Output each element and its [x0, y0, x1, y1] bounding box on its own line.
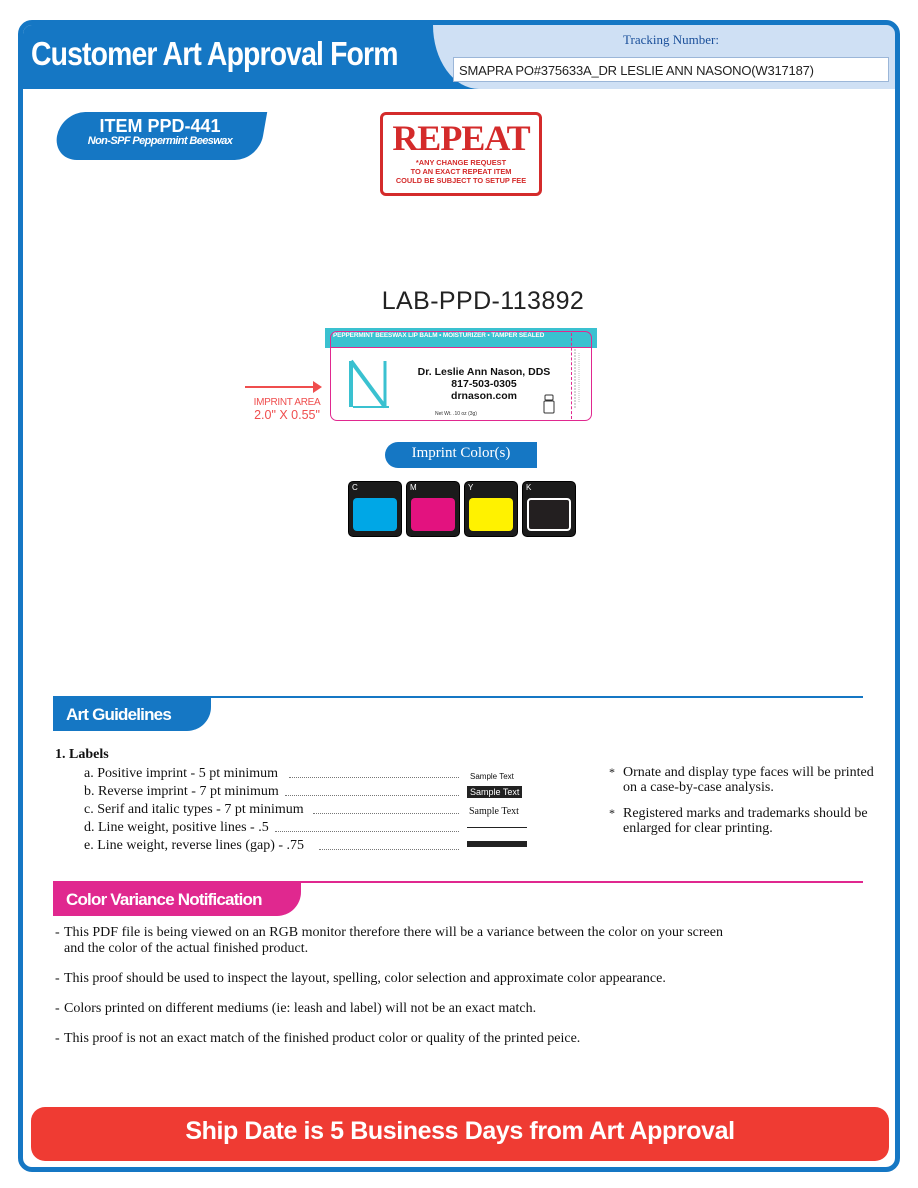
sample-serif: Sample Text: [469, 806, 519, 817]
imprint-area-label: [237, 397, 337, 421]
swatch-letter: Y: [468, 483, 474, 492]
swatch-fill: [411, 498, 455, 531]
swatch-letter: M: [410, 483, 417, 492]
repeat-note-line: COULD BE SUBJECT TO SETUP FEE: [395, 175, 527, 185]
imprint-website: drnason.com: [451, 390, 517, 402]
color-swatch-yellow: [464, 481, 518, 537]
swatch-fill: [527, 498, 571, 531]
art-guidelines-title: Art Guidelines: [53, 697, 211, 731]
imprint-phone: 817-503-0305: [451, 378, 517, 390]
swatch-letter: K: [526, 483, 532, 492]
label-side-text-icon: [571, 343, 585, 419]
color-variance-list: [55, 925, 875, 1061]
guideline-notes: [609, 765, 879, 847]
asterisk-icon: *: [609, 765, 615, 779]
imprint-arrow-icon: [243, 378, 323, 396]
form-title: Customer Art Approval Form: [31, 35, 398, 72]
variance-item: - This PDF file is being viewed on an RGB monitor therefore there will be a variance between the color on your screen and the color of the actual finished product.: [55, 925, 723, 956]
guideline-note: * Registered marks and trademarks should be enlarged for clear printing.: [609, 806, 868, 836]
guideline-rule: e. Line weight, reverse lines (gap) - .75: [84, 838, 305, 853]
asterisk-icon: *: [609, 806, 615, 820]
approval-form-frame: [18, 20, 900, 1172]
repeat-note-line: *ANY CHANGE REQUEST: [415, 158, 507, 167]
guideline-rule: b. Reverse imprint - 7 pt minimum: [84, 784, 279, 799]
repeat-note: [383, 159, 539, 185]
ship-date-text: Ship Date is 5 Business Days from Art Approval: [185, 1117, 735, 1145]
variance-item: - Colors printed on different mediums (ie: leash and label) will not be an exact match.: [55, 1001, 537, 1016]
guideline-rule: c. Serif and italic types - 7 pt minimum: [84, 802, 304, 817]
item-description: Non-SPF Peppermint Beeswax: [87, 135, 233, 147]
repeat-stamp: [380, 112, 542, 196]
imprint-colors-title: Imprint Color(s): [411, 445, 511, 461]
swatch-letter: C: [352, 483, 358, 492]
sample-positive: Sample Text: [470, 772, 514, 781]
color-variance-title: Color Variance Notification: [53, 882, 301, 916]
item-badge: [57, 116, 263, 147]
color-swatch-magenta: [406, 481, 460, 537]
lip-balm-tube-icon: [543, 394, 555, 414]
imprint-name: Dr. Leslie Ann Nason, DDS: [417, 366, 551, 378]
net-weight: Net Wt. .10 oz (3g): [435, 411, 477, 417]
item-code: ITEM PPD-441: [99, 116, 221, 136]
imprint-area-size: 2.0" X 0.55": [254, 408, 320, 422]
leader-dots: [313, 813, 459, 814]
leader-dots: [275, 831, 459, 832]
guideline-rule: d. Line weight, positive lines - .5: [84, 820, 269, 835]
imprint-text-block: [409, 366, 559, 402]
leader-dots: [285, 795, 459, 796]
color-swatch-black: [522, 481, 576, 537]
leader-dots: [289, 777, 459, 778]
labels-heading: 1. Labels: [55, 747, 109, 762]
variance-item: - This proof is not an exact match of the finished product color or quality of the printed peice.: [55, 1031, 581, 1046]
variance-item: - This proof should be used to inspect the layout, spelling, color selection and approximate color appearance.: [55, 971, 666, 986]
tracking-label: Tracking Number:: [623, 32, 719, 47]
dentist-logo-icon: [345, 357, 393, 411]
repeat-title: REPEAT: [392, 118, 530, 158]
sample-reverse: Sample Text: [467, 786, 522, 798]
swatch-fill: [469, 498, 513, 531]
color-swatch-cyan: [348, 481, 402, 537]
leader-dots: [319, 849, 459, 850]
label-divider: [330, 347, 592, 348]
imprint-area-title: IMPRINT AREA: [253, 397, 321, 408]
repeat-note-line: TO AN EXACT REPEAT ITEM: [410, 166, 512, 176]
lab-code: LAB-PPD-113892: [381, 287, 585, 315]
label-band-text: PEPPERMINT BEESWAX LIP BALM • MOISTURIZER • TAMPER SEALED: [333, 332, 545, 339]
tracking-number-field: SMAPRA PO#375633A_DR LESLIE ANN NASONO(W317187): [453, 57, 889, 82]
sample-positive-line: [467, 827, 527, 828]
swatch-fill: [353, 498, 397, 531]
guideline-note: * Ornate and display type faces will be printed on a case-by-case analysis.: [609, 765, 874, 795]
guideline-rule: a. Positive imprint - 5 pt minimum: [84, 766, 279, 781]
sample-reverse-line: [467, 841, 527, 847]
